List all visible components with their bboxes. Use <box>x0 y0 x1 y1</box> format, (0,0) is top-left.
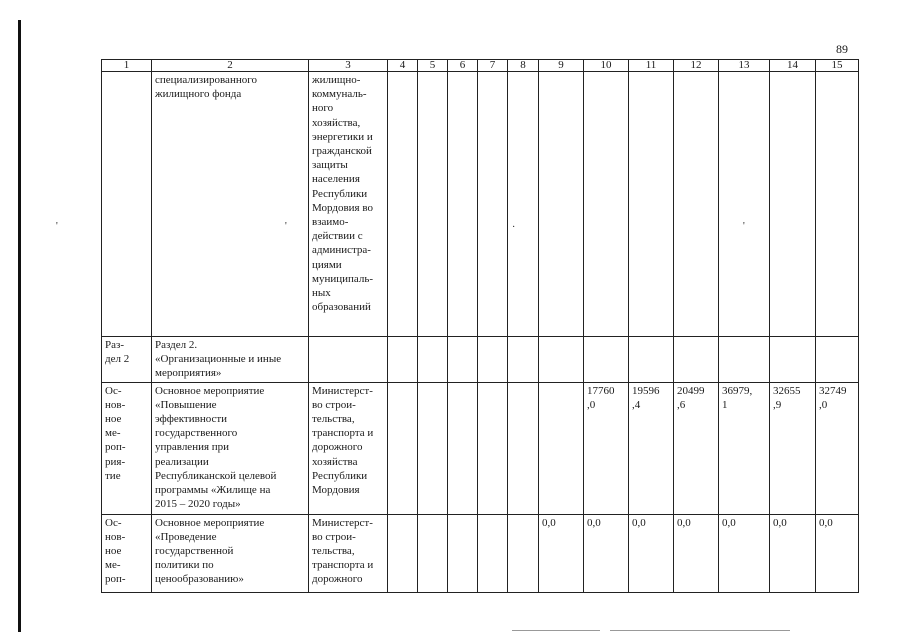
table-cell <box>539 382 584 514</box>
column-header: 9 <box>539 60 584 72</box>
table-cell <box>102 72 152 337</box>
table-cell: 0,0 <box>674 514 719 592</box>
table-cell <box>770 337 816 383</box>
table-cell: 0,0 <box>770 514 816 592</box>
table-cell: 0,0 <box>584 514 629 592</box>
table-cell: 0,0 <box>629 514 674 592</box>
table-cell <box>674 337 719 383</box>
table-cell <box>418 382 448 514</box>
table-cell: Министерст- во строи- тельства, транспорта и дорожного <box>309 514 388 592</box>
table-cell: Основное мероприятие «Повышение эффективности государственного управления при реализации Республиканской целевой программы «Жилище на 2015 – 2020 годы» <box>152 382 309 514</box>
table-cell <box>418 72 448 337</box>
table-row <box>102 72 859 337</box>
table-cell <box>816 337 859 383</box>
page-number: 89 <box>836 42 848 56</box>
column-header: 12 <box>674 60 719 72</box>
column-header: 2 <box>152 60 309 72</box>
table-cell <box>674 72 719 337</box>
column-header: 4 <box>388 60 418 72</box>
table-cell <box>584 72 629 337</box>
table-cell <box>770 72 816 337</box>
scan-line <box>512 630 600 631</box>
column-header: 11 <box>629 60 674 72</box>
table-cell <box>508 337 539 383</box>
scan-mark: ' <box>56 221 58 232</box>
table-cell <box>539 337 584 383</box>
table-cell <box>719 337 770 383</box>
table-cell: 0,0 <box>719 514 770 592</box>
budget-table <box>101 59 859 593</box>
table-cell <box>508 72 539 337</box>
column-header: 13 <box>719 60 770 72</box>
table-cell: 32749 ,0 <box>816 382 859 514</box>
table-cell: 20499 ,6 <box>674 382 719 514</box>
table-cell <box>388 72 418 337</box>
table-cell <box>478 337 508 383</box>
table-cell <box>584 337 629 383</box>
scan-mark: ' <box>285 221 287 232</box>
table-cell <box>309 337 388 383</box>
table-cell <box>629 337 674 383</box>
table-cell <box>508 382 539 514</box>
column-header: 5 <box>418 60 448 72</box>
table-cell <box>629 72 674 337</box>
table-cell <box>448 337 478 383</box>
table-cell: Раздел 2. «Организационные и иные мероприятия» <box>152 337 309 383</box>
column-header: 10 <box>584 60 629 72</box>
table-cell <box>448 382 478 514</box>
table-cell <box>388 514 418 592</box>
column-header: 15 <box>816 60 859 72</box>
column-header: 8 <box>508 60 539 72</box>
table-cell: специализированного жилищного фонда <box>152 72 309 337</box>
table-cell: Ос- нов- ное ме- роп- рия- тие <box>102 382 152 514</box>
table-cell: 32655 ,9 <box>770 382 816 514</box>
table-cell <box>508 514 539 592</box>
table-cell <box>418 337 448 383</box>
table-cell: Ос- нов- ное ме- роп- <box>102 514 152 592</box>
table-cell <box>539 72 584 337</box>
table-cell: Раз- дел 2 <box>102 337 152 383</box>
column-header: 6 <box>448 60 478 72</box>
table-cell <box>816 72 859 337</box>
table-cell: 19596 ,4 <box>629 382 674 514</box>
table-cell: 0,0 <box>816 514 859 592</box>
table-cell <box>478 72 508 337</box>
table-row <box>102 337 859 383</box>
table-cell <box>448 514 478 592</box>
table-row <box>102 514 859 592</box>
table-cell <box>418 514 448 592</box>
table-cell: 0,0 <box>539 514 584 592</box>
table-cell <box>478 382 508 514</box>
table-header-row <box>102 60 859 72</box>
table-cell: 36979, 1 <box>719 382 770 514</box>
column-header: 14 <box>770 60 816 72</box>
table-cell: Основное мероприятие «Проведение государственной политики по ценообразованию» <box>152 514 309 592</box>
scan-mark: · <box>512 222 516 233</box>
table-row <box>102 382 859 514</box>
column-header: 3 <box>309 60 388 72</box>
scan-line <box>610 630 790 631</box>
table-cell <box>388 382 418 514</box>
table-cell: Министерст- во строи- тельства, транспорта и дорожного хозяйства Республики Мордовия <box>309 382 388 514</box>
table-cell <box>388 337 418 383</box>
scan-mark: ' <box>743 221 745 232</box>
column-header: 1 <box>102 60 152 72</box>
table-cell <box>719 72 770 337</box>
table-cell <box>448 72 478 337</box>
table-cell <box>478 514 508 592</box>
page-binding-edge <box>18 20 21 632</box>
table-cell: жилищно- коммуналь- ного хозяйства, энергетики и гражданской защиты населения Республики Мордовия во взаимо- действии с администра- циями муниципаль- ных образований <box>309 72 388 337</box>
table-cell: 17760 ,0 <box>584 382 629 514</box>
column-header: 7 <box>478 60 508 72</box>
